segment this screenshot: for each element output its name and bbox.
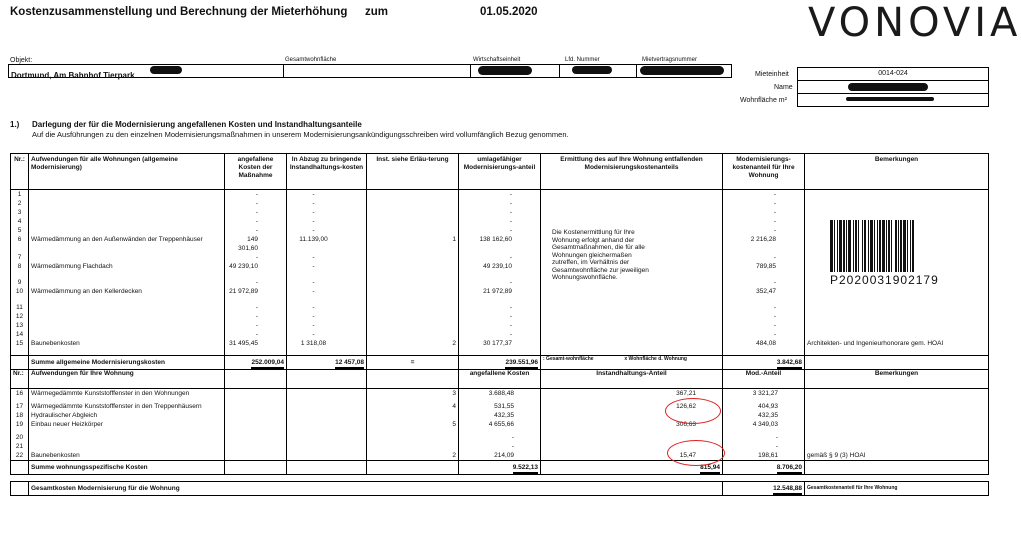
cell-mod: 404,93 [723,402,805,411]
cell-inst [367,312,459,321]
cell-desc [29,190,225,200]
cell-desc: Baunebenkosten [29,451,225,461]
cell-mod: 198,61 [723,451,805,461]
cell-mod: - [723,208,805,217]
cell-desc [29,217,225,226]
table-row [11,321,989,330]
cell-nr: 13 [11,321,29,330]
cell-inst: 1 [367,235,459,253]
calculation-note: Die Kostenermittlung für Ihre Wohnung erfolgt anhand der Gesamtmaßnahmen, die für alle Wohnungen gleichermaßen zutreffen, im Verhältnis der Gesamtwohnfläche zur jeweiligen Wohnungswohnfläche. [552,229,649,281]
cell-cost: 214,09 [459,451,541,461]
table-row [11,208,989,217]
cell-mod: - [723,303,805,312]
cell-mod: - [723,330,805,339]
cell-cost: - [225,208,287,217]
header2-bemerkungen: Bemerkungen [805,370,989,389]
cell-abzug: - [287,312,367,321]
cell-abzug: 1 318,08 [287,339,367,356]
table-header-row [11,154,989,190]
table-row [11,330,989,339]
cell-nr: 5 [11,226,29,235]
cell-mod: 3 321,27 [723,389,805,403]
cell-cost: 432,35 [459,411,541,420]
redaction-mietvertragsnummer [640,66,724,75]
cell-abzug: - [287,199,367,208]
cell-cost: 31 495,45 [225,339,287,356]
cell-umlage: 21 972,89 [459,287,541,303]
cell-umlage: - [459,253,541,262]
summe1-eq: = [367,356,459,370]
cell-cost: - [459,433,541,442]
summe2-label: Summe wohnungsspezifische Kosten [29,461,225,475]
gesamt-bem: Gesamtkostenanteil für Ihre Wohnung [805,482,989,496]
cell-bem [805,442,989,451]
mieteinheit-value: 0014-024 [798,68,988,81]
cell-nr: 17 [11,402,29,411]
cell-umlage: 30 177,37 [459,339,541,356]
summe1-label: Summe allgemeine Modernisierungskosten [29,356,225,370]
cell-inst [367,287,459,303]
summe-wohnung-row [11,461,989,475]
cell-nr: 16 [11,389,29,403]
cell-desc: Wärmegedämmte Kunststofffenster in den Treppenhäusern [29,402,225,411]
cell-desc [29,442,225,451]
cell-desc [29,208,225,217]
cell-bem [805,190,989,200]
header2-aufwendungen: Aufwendungen für Ihre Wohnung [29,370,225,389]
cell-bem [805,303,989,312]
cell-umlage: - [459,278,541,287]
table-row [11,389,989,403]
cell-mod: - [723,278,805,287]
cell-bem [805,321,989,330]
cell-mod: - [723,433,805,442]
cell-inst [367,330,459,339]
cell-abzug: - [287,253,367,262]
summe2-instand: 815,94 [700,463,720,474]
cell-cost: - [225,190,287,200]
cell-inst [367,217,459,226]
cell-umlage: 49 239,10 [459,262,541,278]
cell-desc [29,433,225,442]
table-row [11,442,989,451]
annotation-circle [667,440,725,466]
cell-nr: 11 [11,303,29,312]
table-row [11,402,989,411]
cell-umlage: - [459,226,541,235]
cell-inst [367,199,459,208]
cell-inst [367,208,459,217]
table-row [11,190,989,200]
cell-desc [29,312,225,321]
annotation-circle [665,398,721,424]
cell-instand: 367,21 [541,389,723,403]
cell-inst [367,321,459,330]
cell-nr: 8 [11,262,29,278]
cell-desc [29,303,225,312]
header-bemerkungen: Bemerkungen [805,154,989,190]
cell-inst: 4 [367,402,459,411]
gesamt-label: Gesamtkosten Modernisierung für die Wohnung [29,482,723,496]
objekt-value: Dortmund, Am Bahnhof Tierpark [11,71,135,80]
cell-abzug: - [287,217,367,226]
cell-mod: - [723,199,805,208]
cell-mod: 432,35 [723,411,805,420]
lfd-nummer-label: Lfd. Nummer [565,57,600,63]
cell-bem [805,420,989,433]
header-modanteil: Modernisierungs-kostenanteil für Ihre Wohnung [723,154,805,190]
cell-cost: 49 239,10 [225,262,287,278]
cell-desc [29,253,225,262]
cell-bem: Architekten- und Ingenieurhonorare gem. HOAI [805,339,989,356]
cell-inst [367,433,459,442]
cell-nr: 2 [11,199,29,208]
cell-instand: 126,62 [541,402,723,411]
cell-bem [805,433,989,442]
cell-desc [29,226,225,235]
wirtschaftseinheit-label: Wirtschaftseinheit [473,57,521,63]
header-inst: Inst. siehe Erläu-terung [367,154,459,190]
objekt-field [8,64,284,78]
wohnflaeche-label: Wohnfläche m² [740,97,787,104]
cell-nr: 12 [11,312,29,321]
cell-nr: 14 [11,330,29,339]
cell-desc [29,278,225,287]
cell-inst [367,262,459,278]
cell-inst [367,278,459,287]
cell-inst: 2 [367,451,459,461]
cell-desc: Hydraulischer Abgleich [29,411,225,420]
cell-abzug: - [287,278,367,287]
cost-table [10,153,989,496]
cell-mod: 2 216,28 [723,235,805,253]
cell-inst: 5 [367,420,459,433]
summe1-mod: 3.842,68 [777,358,802,369]
header2-kosten: angefallene Kosten [459,370,541,389]
cell-umlage: - [459,208,541,217]
cell-cost: - [225,312,287,321]
cell-cost: - [225,253,287,262]
cell-umlage: - [459,190,541,200]
summe1-abzug: 12 457,08 [335,358,364,369]
cell-instand: 306,63 [541,420,723,433]
cell-abzug: - [287,321,367,330]
cell-desc: Wärmedämmung an den Kellerdecken [29,287,225,303]
header-aufwendungen: Aufwendungen für alle Wohnungen (allgemeine Modernisierung) [29,154,225,190]
cell-bem [805,389,989,403]
mietvertragsnummer-label: Mietvertragsnummer [642,57,698,63]
cell-bem: gemäß § 9 (3) HOAI [805,451,989,461]
summe1-wohnflaeche: x Wohnfläche d. Wohnung [624,356,687,362]
table-row [11,451,989,461]
table-row [11,303,989,312]
summe2-cost: 9.522,13 [513,463,538,474]
cell-nr: 20 [11,433,29,442]
table-row [11,199,989,208]
cell-umlage: - [459,217,541,226]
gesamtkosten-row [11,482,989,496]
table-row [11,420,989,433]
redaction-lfd-nummer [572,66,612,74]
table-row [11,411,989,420]
cell-bem [805,402,989,411]
cell-desc: Baunebenkosten [29,339,225,356]
gesamtwohnflaeche-field [283,64,471,78]
header-umlage: umlagefähiger Modernisierungs-anteil [459,154,541,190]
cell-bem [805,330,989,339]
header2-nr: Nr.: [11,370,29,389]
cell-desc [29,321,225,330]
vonovia-logo: VONOVIA [808,0,1021,46]
cell-nr: 7 [11,253,29,262]
cell-desc [29,199,225,208]
cell-inst: 2 [367,339,459,356]
cell-nr: 4 [11,217,29,226]
cell-abzug: 11.139,00 [287,235,367,253]
cell-bem [805,312,989,321]
cell-mod: - [723,217,805,226]
barcode-text: P2020031902179 [830,273,939,287]
cell-nr: 1 [11,190,29,200]
summe1-cost: 252.009,04 [251,358,284,369]
cell-abzug: - [287,330,367,339]
cell-abzug: - [287,287,367,303]
table-row [11,339,989,356]
summe-allgemein-row [11,356,989,370]
cell-mod: 352,47 [723,287,805,303]
cell-nr: 10 [11,287,29,303]
apartment-rows [11,389,989,461]
cell-cost: 3.688,48 [459,389,541,403]
cell-umlage: - [459,330,541,339]
cell-inst: 3 [367,389,459,403]
cell-nr: 3 [11,208,29,217]
name-label: Name [774,84,793,91]
cell-cost: - [225,321,287,330]
cell-inst [367,303,459,312]
cell-cost: - [225,199,287,208]
header2-mod: Mod.-Anteil [723,370,805,389]
cell-abzug: - [287,226,367,235]
cell-mod: - [723,442,805,451]
summe1-umlage: 239.551,96 [505,358,538,369]
cell-instand: 15,47 [541,451,723,461]
cell-umlage: - [459,199,541,208]
cell-nr: 6 [11,235,29,253]
section-title: Darlegung der für die Modernisierung angefallenen Kosten und Instandhaltungsanteile [32,120,362,129]
cell-desc: Wärmedämmung an den Außenwänden der Treppenhäuser [29,235,225,253]
cell-cost: - [225,303,287,312]
cell-nr: 15 [11,339,29,356]
cell-abzug: - [287,190,367,200]
cell-cost: - [459,442,541,451]
cell-mod: - [723,312,805,321]
document-date: 01.05.2020 [480,6,538,18]
cell-cost: 149 301,60 [225,235,287,253]
document-title: Kostenzusammenstellung und Berechnung der Mieterhöhung [10,6,348,18]
summe1-gesamt: : Gesamt-wohnfläche [543,356,594,362]
cell-cost: 531,55 [459,402,541,411]
cell-inst [367,411,459,420]
cell-inst [367,442,459,451]
gesamt-mod: 12.548,88 [773,484,802,495]
gesamtwohnflaeche-label: Gesamtwohnfläche [285,57,337,63]
cell-cost: - [225,330,287,339]
cell-umlage: - [459,321,541,330]
table-row [11,312,989,321]
redaction-name [848,83,928,91]
redaction-wirtschaftseinheit [478,66,532,75]
cell-cost: - [225,217,287,226]
cell-bem [805,208,989,217]
cell-cost: 4 655,66 [459,420,541,433]
cell-abzug: - [287,208,367,217]
section-subtitle: Auf die Ausführungen zu den einzelnen Modernisierungsmaßnahmen in unserem Modernisierungsankündigungsschreiben wird vollumfänglich Bezug genommen. [32,130,569,139]
cell-abzug: - [287,303,367,312]
cell-mod: - [723,226,805,235]
cell-desc: Einbau neuer Heizkörper [29,420,225,433]
cell-nr: 9 [11,278,29,287]
header-angefallene: angefallene Kosten der Maßnahme [225,154,287,190]
cell-mod: - [723,190,805,200]
cell-mod: - [723,253,805,262]
header-nr: Nr.: [11,154,29,190]
cell-umlage: - [459,303,541,312]
cell-nr: 22 [11,451,29,461]
header-ermittlung: Ermittlung des auf Ihre Wohnung entfallenden Modernisierungskostenanteils [541,154,723,190]
barcode-icon [830,220,948,272]
cell-mod: - [723,321,805,330]
cell-mod: 4 349,03 [723,420,805,433]
cell-mod: 789,85 [723,262,805,278]
cell-umlage: 138 162,60 [459,235,541,253]
cell-desc: Wärmegedämmte Kunststofffenster in den Wohnungen [29,389,225,403]
cell-bem [805,411,989,420]
cell-abzug: - [287,262,367,278]
cell-inst [367,190,459,200]
cell-nr: 21 [11,442,29,451]
section-number: 1.) [10,120,20,129]
cell-inst [367,226,459,235]
cell-nr: 18 [11,411,29,420]
table-row [11,287,989,303]
table-row [11,433,989,442]
cell-inst [367,253,459,262]
header2-instand: Instandhaltungs-Anteil [541,370,723,389]
redaction-wohnflaeche [846,97,934,101]
cell-bem [805,287,989,303]
cell-cost: 21 972,89 [225,287,287,303]
cell-cost: - [225,278,287,287]
date-prefix: zum [365,6,388,18]
table-header2-row [11,370,989,389]
cell-bem [805,199,989,208]
cell-umlage: - [459,312,541,321]
redaction-objekt [150,66,182,74]
objekt-label: Objekt: [10,57,33,64]
summe2-mod: 8.706,20 [777,463,802,474]
cell-desc [29,330,225,339]
cell-mod: 484,08 [723,339,805,356]
cell-desc: Wärmedämmung Flachdach [29,262,225,278]
cell-nr: 19 [11,420,29,433]
header-abzug: In Abzug zu bringende Instandhaltungs-kosten [287,154,367,190]
cell-cost: - [225,226,287,235]
mieteinheit-label: Mieteinheit [755,71,789,78]
